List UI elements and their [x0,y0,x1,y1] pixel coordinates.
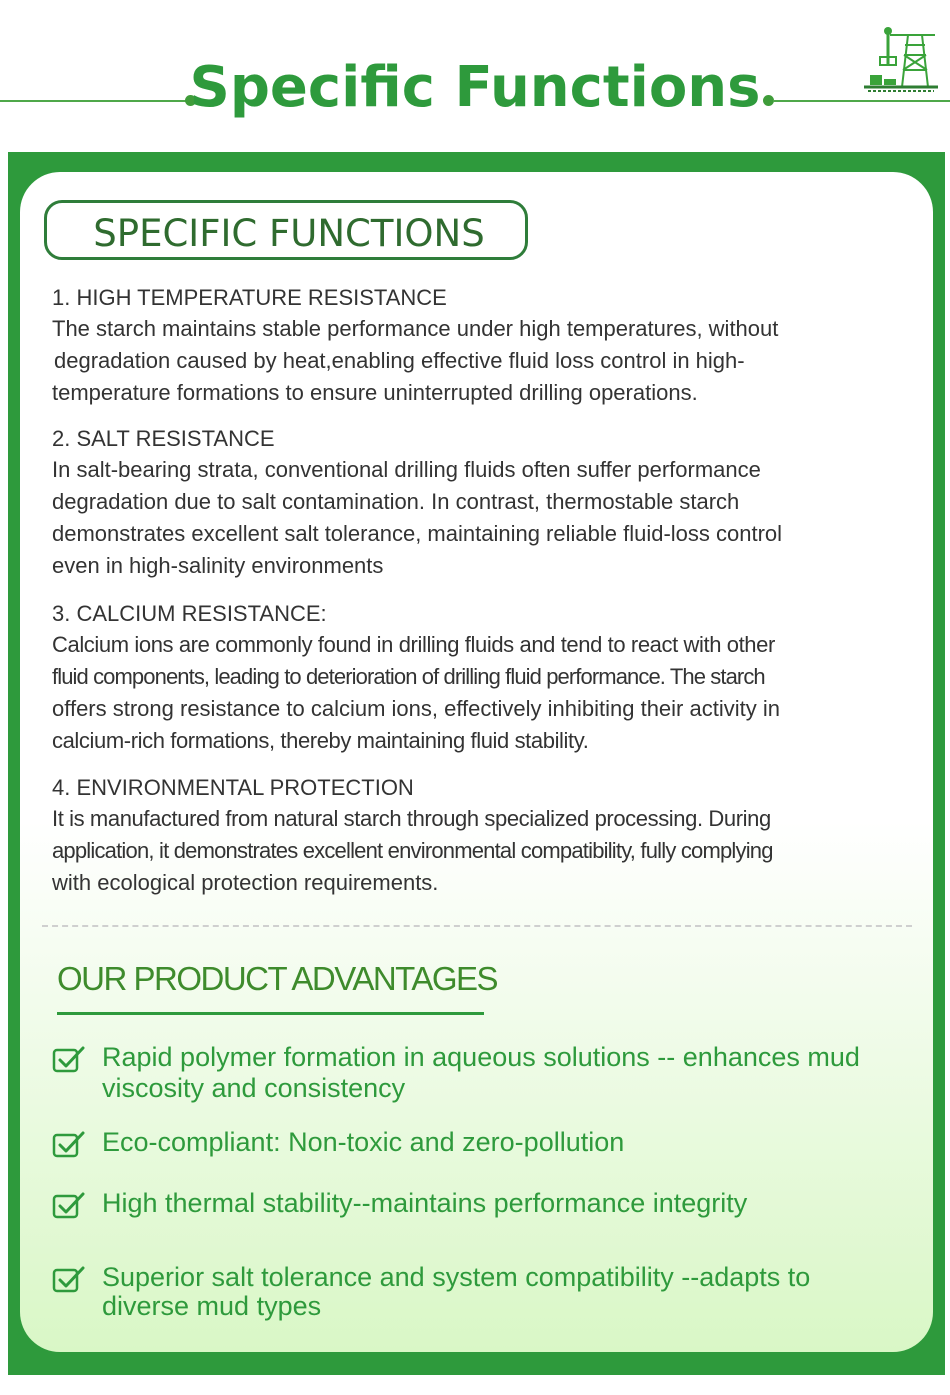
function-title: 2. SALT RESISTANCE [52,426,275,451]
checkbox-check-icon [52,1191,86,1221]
function-line: degradation due to salt contamination. In contrast, thermostable starch [52,489,740,514]
function-line: degradation caused by heat,enabling effective fluid loss control in high- [54,348,745,373]
function-item-environmental [52,772,882,899]
function-line: even in high-salinity environments [52,553,384,578]
function-line: fluid components, leading to deterioration of drilling fluid performance. The starch [52,664,765,689]
checkbox-check-icon [52,1265,86,1295]
function-item-high-temperature [52,282,882,409]
function-title: 4. ENVIRONMENTAL PROTECTION [52,775,414,800]
advantage-text: Rapid polymer formation in aqueous solutions -- enhances mud [102,1042,860,1072]
function-line: temperature formations to ensure uninterrupted drilling operations. [52,380,698,405]
function-line: with ecological protection requirements. [52,870,439,895]
function-line: It is manufactured from natural starch through specialized processing. During [52,806,771,831]
function-item-calcium [52,598,882,757]
function-line: The starch maintains stable performance under high temperatures, without [52,316,779,341]
function-line: In salt-bearing strata, conventional drilling fluids often suffer performance [52,457,761,482]
advantages-heading: OUR PRODUCT ADVANTAGES [57,960,498,997]
function-item-salt [52,423,882,582]
function-title: 1. HIGH TEMPERATURE RESISTANCE [52,285,447,310]
advantage-text: High thermal stability--maintains performance integrity [102,1188,748,1218]
section-heading-box [44,200,528,260]
advantages-underline [57,1012,484,1015]
advantage-text: diverse mud types [102,1291,322,1321]
section-heading: SPECIFIC FUNCTIONS [93,212,485,255]
function-line: Calcium ions are commonly found in drilling fluids and tend to react with other [52,632,775,657]
function-line: offers strong resistance to calcium ions, effectively inhibiting their activity in [52,696,780,721]
function-line: application, it demonstrates excellent environmental compatibility, fully complying [52,838,773,863]
checkbox-check-icon [52,1045,86,1075]
page-title: Specific Functions [189,55,761,120]
checkbox-check-icon [52,1130,86,1160]
header-divider-right [773,100,950,102]
advantage-text: viscosity and consistency [102,1073,406,1103]
advantage-text: Superior salt tolerance and system compatibility --adapts to [102,1262,811,1292]
oil-rig-icon [860,25,940,95]
function-line: demonstrates excellent salt tolerance, maintaining reliable fluid-loss control [52,521,783,546]
function-title: 3. CALCIUM RESISTANCE: [52,601,327,626]
function-line: calcium-rich formations, thereby maintaining fluid stability. [52,728,589,753]
section-divider [42,925,912,927]
advantage-text: Eco-compliant: Non-toxic and zero-pollution [102,1127,625,1157]
